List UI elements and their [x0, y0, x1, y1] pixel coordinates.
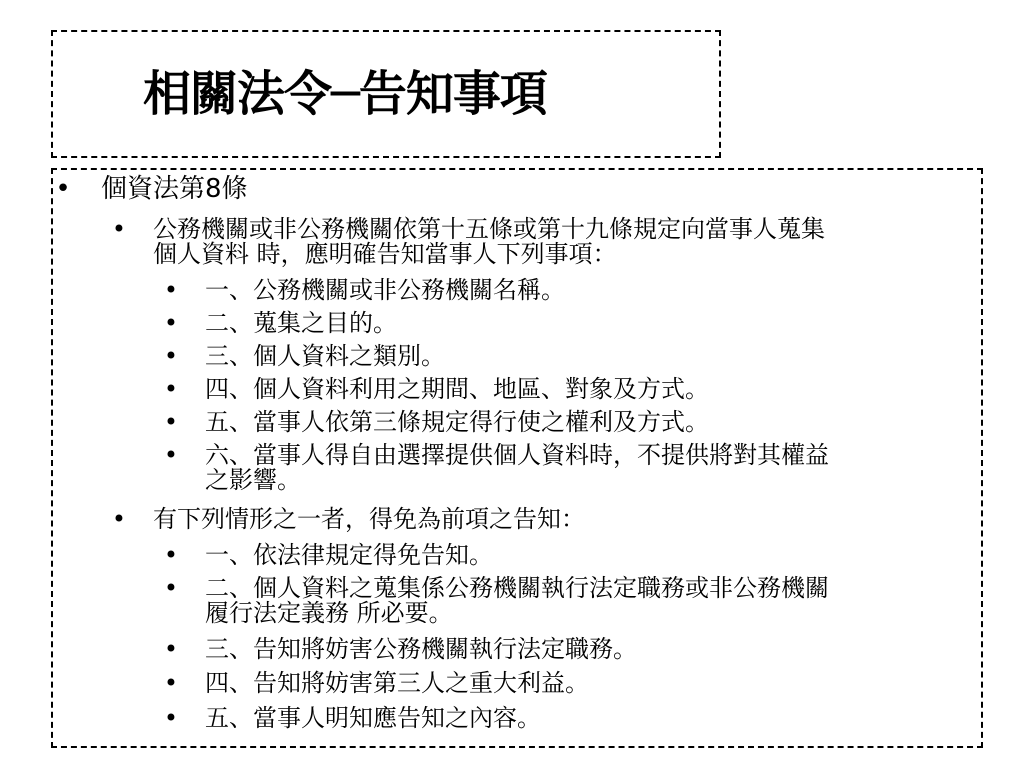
group-2-item-4: 四、告知將妨害第三人之重大利益。: [205, 669, 589, 697]
group-2-item-2-line2: 履行法定義務 所必要。: [205, 599, 453, 627]
bullet-icon: •: [163, 309, 179, 337]
group-2-text-line1: 有下列情形之一者，得免為前項之告知：: [153, 505, 585, 533]
bullet-icon: •: [163, 541, 179, 569]
bullet-icon: •: [163, 408, 179, 436]
bullet-icon: •: [111, 215, 127, 243]
group-2-item-3: 三、告知將妨害公務機關執行法定職務。: [205, 635, 637, 663]
bullet-icon: •: [163, 441, 179, 469]
group-2-item-5: 五、當事人明知應告知之內容。: [205, 704, 541, 732]
group-1-item-1: 一、公務機關或非公務機關名稱。: [205, 276, 565, 304]
bullet-icon: •: [163, 574, 179, 602]
bullet-icon: •: [163, 704, 179, 732]
group-1-item-4: 四、個人資料利用之期間、地區、對象及方式。: [205, 375, 709, 403]
group-2-item-1: 一、依法律規定得免告知。: [205, 541, 493, 569]
group-1-item-6-line2: 之影響。: [205, 466, 301, 494]
bullet-icon: •: [163, 276, 179, 304]
group-1-item-6-line1: 六、當事人得自由選擇提供個人資料時，不提供將對其權益: [205, 441, 829, 469]
bullet-icon: •: [163, 375, 179, 403]
group-1-item-5: 五、當事人依第三條規定得行使之權利及方式。: [205, 408, 709, 436]
slide-title: 相關法令─告知事項: [143, 66, 547, 122]
title-box: [51, 30, 721, 158]
bullet-icon: •: [163, 669, 179, 697]
bullet-icon: •: [163, 635, 179, 663]
group-1-text-line2: 個人資料 時，應明確告知當事人下列事項：: [153, 240, 617, 268]
group-2-item-2-line1: 二、個人資料之蒐集係公務機關執行法定職務或非公務機關: [205, 574, 829, 602]
group-1-item-2: 二、蒐集之目的。: [205, 309, 397, 337]
group-1-text-line1: 公務機關或非公務機關依第十五條或第十九條規定向當事人蒐集: [153, 215, 825, 243]
bullet-icon: •: [55, 174, 71, 204]
group-1-item-3: 三、個人資料之類別。: [205, 342, 445, 370]
bullet-icon: •: [163, 342, 179, 370]
section-heading: 個資法第8條: [101, 174, 248, 204]
content-box: [51, 168, 983, 748]
bullet-icon: •: [111, 505, 127, 533]
